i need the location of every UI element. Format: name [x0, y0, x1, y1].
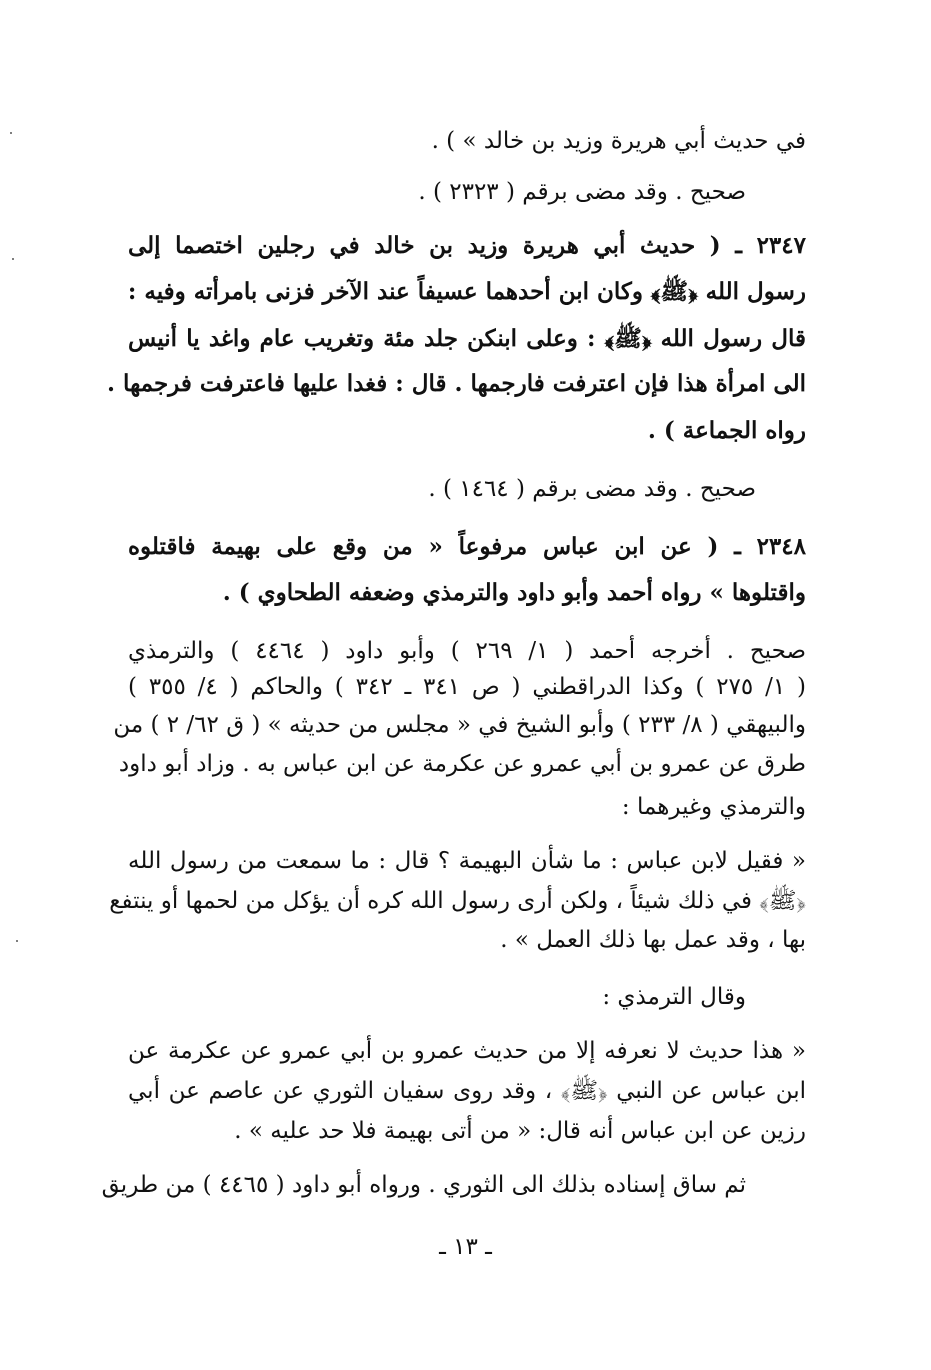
scan-speck	[10, 132, 12, 134]
commentary-line: صحيح . أخرجه أحمد ( ١/ ٢٦٩ ) وأبو داود ( ٤٤٦٤ ) والترمذي	[128, 638, 806, 664]
text-line: في حديث أبي هريرة وزيد بن خالد » ) .	[431, 128, 806, 154]
page-number: ـ ١٣ ـ	[439, 1234, 492, 1260]
quote-line: ابن عباس عن النبي ﴿ﷺ﴾ ، وقد روى سفيان الثوري عن عاصم عن أبي	[128, 1078, 806, 1104]
quote-line: رزين عن ابن عباس أنه قال: « من أتى بهيمة فلا حد عليه » .	[234, 1118, 806, 1144]
hadith-text-line: قال رسول الله ﴿ﷺ﴾ : وعلى ابنكن جلد مئة وتغريب عام واغد يا أنيس	[128, 325, 806, 352]
commentary-line: وقال الترمذي :	[602, 984, 746, 1010]
grading-line: صحيح . وقد مضى برقم ( ١٤٦٤ ) .	[428, 476, 756, 502]
quote-line: ﴿ﷺ﴾ في ذلك شيئاً ، ولكن أرى رسول الله كره أن يؤكل من لحمها أو ينتفع	[109, 888, 806, 914]
hadith-heading-line: ٢٣٤٨ ـ ( عن ابن عباس مرفوعاً « من وقع على بهيمة فاقتلوه	[128, 533, 806, 560]
commentary-line: طرق عن عمرو بن أبي عمرو عن عكرمة عن ابن عباس به . وزاد أبو داود	[118, 751, 806, 777]
grading-line: صحيح . وقد مضى برقم ( ٢٣٢٣ ) .	[418, 179, 746, 205]
commentary-line: والترمذي وغيرهما :	[621, 794, 806, 820]
quote-line: « فقيل لابن عباس : ما شأن البهيمة ؟ قال : ما سمعت من رسول الله	[128, 848, 806, 874]
quote-line: بها ، وقد عمل بها ذلك العمل » .	[500, 927, 806, 953]
hadith-text-line: رواه الجماعة ) .	[647, 417, 806, 444]
commentary-line: والبيهقي ( ٨/ ٢٣٣ ) وأبو الشيخ في « مجلس من حديثه » ( ق ٦٢/ ٢ ) من	[113, 712, 806, 738]
commentary-line: ( ١/ ٢٧٥ ) وكذا الدراقطني ( ص ٣٤١ ـ ٣٤٢ ) والحاكم ( ٤/ ٣٥٥ )	[128, 674, 806, 700]
quote-line: « هذا حديث لا نعرفه إلا من حديث عمرو بن أبي عمرو عن عكرمة عن	[128, 1038, 806, 1064]
scan-speck	[16, 940, 18, 942]
hadith-text-line: رسول الله ﴿ﷺ﴾ وكان ابن أحدهما عسيفاً عند الآخر فزنى بامرأته وفيه :	[127, 278, 806, 305]
hadith-text-line: الى امرأة هذا فإن اعترفت فارجمها . قال : فغدا عليها فاعترفت فرجمها .	[107, 370, 806, 397]
scan-speck	[12, 258, 14, 260]
commentary-line: ثم ساق إسناده بذلك الى الثوري . ورواه أبو داود ( ٤٤٦٥ ) من طريق	[101, 1172, 746, 1198]
hadith-heading-line: ٢٣٤٧ ـ ( حديث أبي هريرة وزيد بن خالد في رجلين اختصما إلى	[128, 232, 806, 259]
hadith-text-line: واقتلوها » رواه أحمد وأبو داود والترمذي وضعفه الطحاوي ) .	[222, 579, 806, 606]
